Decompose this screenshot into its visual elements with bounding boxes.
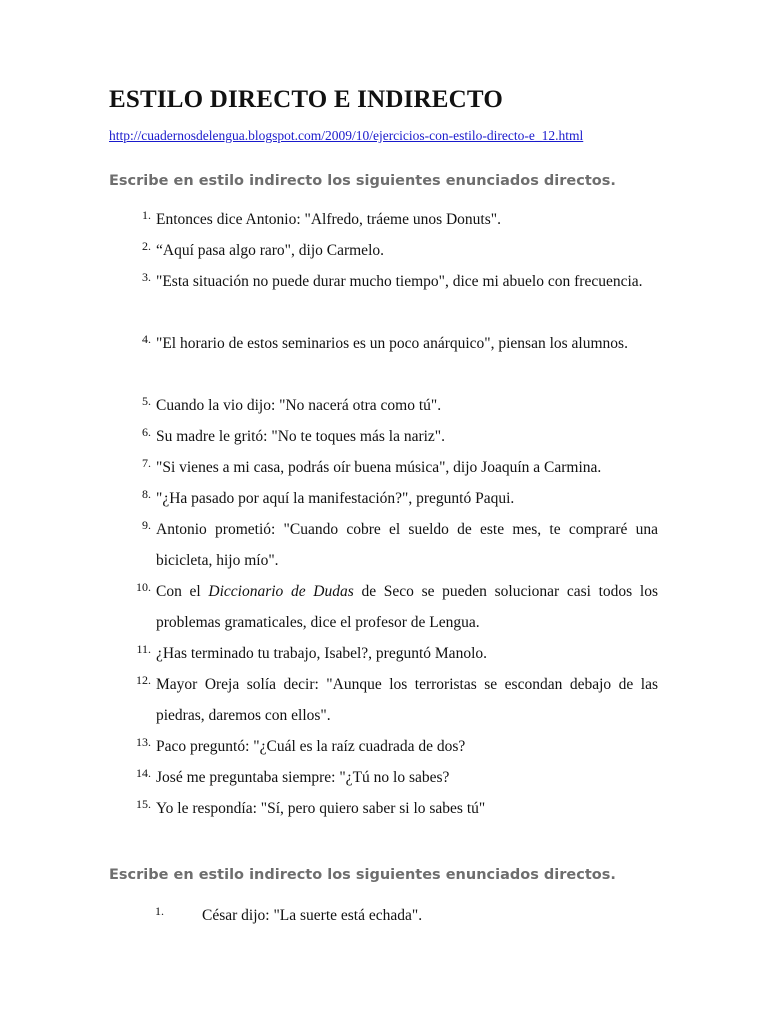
item-number: 13. [136,735,151,749]
item-number: 2. [142,239,151,253]
item-number: 11. [136,642,151,656]
item-number: 10. [136,580,151,594]
page-title: ESTILO DIRECTO E INDIRECTO [109,86,503,113]
item-text: ¿Has terminado tu trabajo, Isabel?, preguntó Manolo. [156,645,487,662]
section-2-heading: Escribe en estilo indirecto los siguientes enunciados directos. [109,867,616,883]
item-number: 5. [142,394,151,408]
item-text-before: Con el [156,583,209,600]
item-text: Cuando la vio dijo: "No nacerá otra como tú". [156,397,442,414]
item-text: "Si vienes a mi casa, podrás oír buena música", dijo Joaquín a Carmina. [156,459,602,476]
item-text: Yo le respondía: "Sí, pero quiero saber si lo sabes tú" [156,800,486,817]
item-text: Paco preguntó: "¿Cuál es la raíz cuadrada de dos? [156,738,466,755]
item-number: 1. [155,904,164,918]
item-number: 3. [142,270,151,284]
section-1-heading: Escribe en estilo indirecto los siguientes enunciados directos. [109,173,616,189]
item-text: César dijo: "La suerte está echada". [202,907,423,924]
item-text: “Aquí pasa algo raro", dijo Carmelo. [156,242,384,259]
item-number: 6. [142,425,151,439]
item-text: Antonio prometió: "Cuando cobre el sueldo de este mes, te compraré una bicicleta, hijo mío". [156,521,658,569]
item-text: José me preguntaba siempre: "¿Tú no lo sabes? [156,769,450,786]
item-number: 15. [136,797,151,811]
item-text: Su madre le gritó: "No te toques más la nariz". [156,428,445,445]
item-text: "El horario de estos seminarios es un poco anárquico", piensan los alumnos. [156,335,628,352]
item-number: 14. [136,766,151,780]
item-text [156,576,658,638]
item-number: 12. [136,673,151,687]
item-number: 9. [142,518,151,532]
item-text: "¿Ha pasado por aquí la manifestación?", preguntó Paqui. [156,490,515,507]
item-text: "Esta situación no puede durar mucho tiempo", dice mi abuelo con frecuencia. [156,273,643,290]
item-number: 8. [142,487,151,501]
dictionary-title: Diccionario de Dudas [208,583,354,600]
item-number: 7. [142,456,151,470]
source-link[interactable]: http://cuadernosdelengua.blogspot.com/2009/10/ejercicios-con-estilo-directo-e_12.html [109,128,584,143]
item-number: 1. [142,208,151,222]
item-number: 4. [142,332,151,346]
item-text: Entonces dice Antonio: "Alfredo, tráeme unos Donuts". [156,211,501,228]
item-text-after: de Seco se pueden solucionar casi todos los problemas gramaticales, dice el profesor de Lengua. [156,583,658,631]
item-text: Mayor Oreja solía decir: "Aunque los terroristas se escondan debajo de las piedras, daremos con ellos". [156,676,658,724]
